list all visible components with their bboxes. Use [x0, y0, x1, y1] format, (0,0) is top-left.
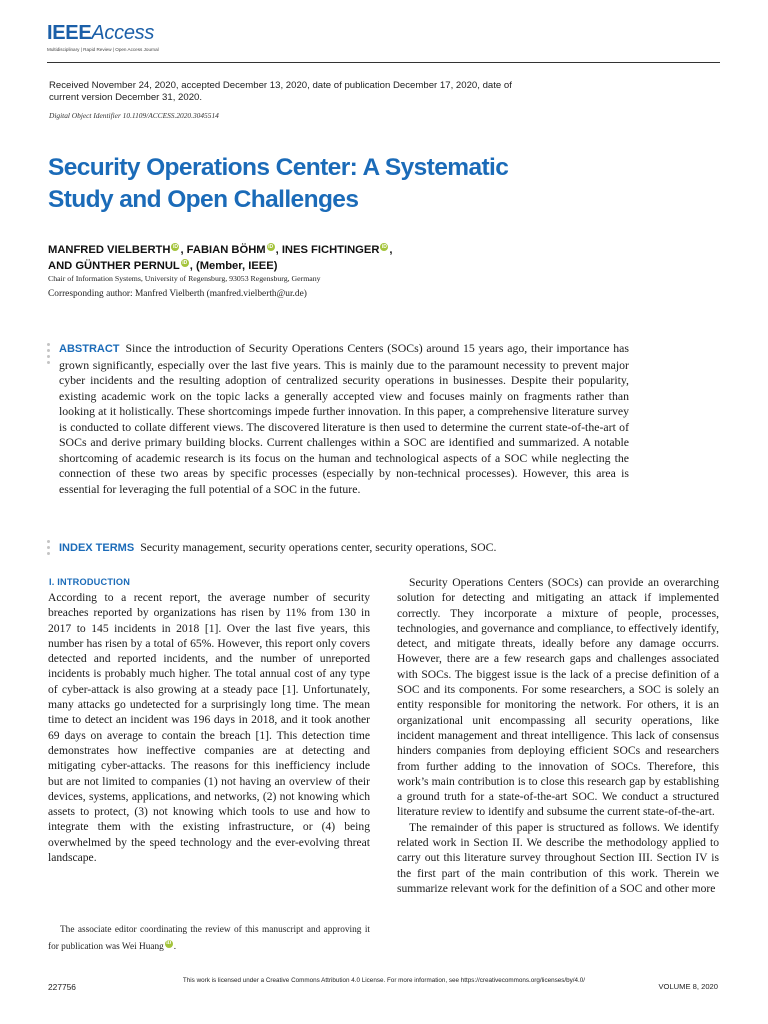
column-left [48, 590, 370, 865]
title-line-2: Study and Open Challenges [48, 186, 359, 213]
abstract [59, 341, 629, 497]
journal-logo [47, 22, 159, 52]
paragraph: The remainder of this paper is structured as follows. We identify related work in Section II. We describe the methodology applied to carry out this literature survey throughout Section III. Section IV is the first part of the main contribution of this work. Therein we summarize relevant work for the definition of a SOC and other more [397, 820, 719, 895]
paragraph: Security Operations Centers (SOCs) can provide an overarching solution for detecting and mitigating an attack if implemented correctly. They incorporate a mixture of people, processes, technologies, and governance and compliance, to effectively identify, detect, and mitigate threats, ideally before any damage occurrs. However, there are a few research gaps and challenges associated with SOCs. The biggest issue is the lack of a precise definition of a SOC and its components. For some researchers, a SOC is solely an entity responsible for monitoring the network. For others, it is an organizational unit encompassing all security operations, like incident management and threat intelligence. This lack of consensus hinders companies from deploying efficient SOCs and researchers from further adding to the innovation of SOCs. Therefore, this work’s main contribution is to close this research gap by establishing a ground truth for a state-of-the-art SOC. We conduct a structured literature review to identify and subsume the current state-of-the-art. [397, 576, 719, 819]
index-terms-text: Security management, security operations center, security operations, SOC. [140, 540, 497, 554]
title-line-1: Security Operations Center: A Systematic [48, 154, 509, 181]
orcid-icon[interactable]: iD [381, 244, 387, 250]
editor-footnote [48, 922, 370, 956]
license-notice[interactable]: This work is licensed under a Creative Commons Attribution 4.0 License. For more information, see https://creativecommons.org/licenses/by/4.0/ [182, 977, 586, 984]
corresponding-author: Corresponding author: Manfred Vielberth (manfred.vielberth@ur.de) [48, 289, 307, 299]
index-terms [59, 540, 659, 556]
column-right [397, 575, 719, 896]
author-2: , FABIAN BÖHM [180, 244, 266, 256]
author-4: AND GÜNTHER PERNUL [48, 260, 180, 272]
affiliation: Chair of Information Systems, University of Regensburg, 93053 Regensburg, Germany [48, 274, 321, 283]
volume-label: VOLUME 8, 2020 [658, 982, 718, 991]
abstract-dots-icon [47, 343, 51, 367]
author-3-comma: , [389, 244, 393, 256]
orcid-icon[interactable]: iD [172, 244, 178, 250]
paper-title [48, 152, 568, 216]
orcid-icon[interactable]: iD [166, 941, 172, 946]
index-terms-dots-icon [47, 540, 51, 558]
abstract-label: ABSTRACT [59, 343, 120, 355]
orcid-icon[interactable]: iD [182, 260, 188, 266]
header-rule [47, 62, 720, 63]
footnote-text: The associate editor coordinating the review of this manuscript and approving it for publication was Wei Huang [48, 925, 370, 952]
author-list [48, 242, 468, 274]
orcid-icon[interactable]: iD [268, 244, 274, 250]
page-number: 227756 [48, 982, 76, 992]
received-dates: Received November 24, 2020, accepted December 13, 2020, date of publication December 17, 2020, date of current version December 31, 2020. [49, 80, 512, 103]
paragraph: According to a recent report, the average number of security breaches reported by organizations has risen by 11% from 130 in 2017 to 145 incidents in 2018 [1]. Over the last five years, this number has risen by a total of 65%. However, this report only covers detected and reported incidents, and the number of unreported incidents is probably much higher. The total annual cost of any type of cyber-attack is also growing at a steady pace [1]. Unfortunately, many attacks go undetected for a surprisingly long time. The mean time to detect an incident was 196 days in 2018, and it took another 69 days on average to contain the breach [1]. This detection time demonstrates how ineffective companies are at detecting and mitigating cyber-attacks. The reasons for this inefficiency include but are not limited to companies (1) not having an overview of their devices, systems, applications, and networks, (2) not knowing which assets to protect, (3) not knowing which tools to use and how to integrate them with the existing infrastructure, or (4) being overwhelmed by the speed technology and the ever-evolving threat landscape. [48, 591, 370, 865]
abstract-text: Since the introduction of Security Operations Centers (SOCs) around 15 years ago, their importance has grown significantly, especially over the last five years. This is mainly due to the paramount necessity to prevent major cyber incidents and the resulting adoption of centralized security operations in businesses. Despite their popularity, existing academic work on the topic lacks a generally accepted view and focuses mainly on fragments rather than looking at it holistically. These shortcomings impede further innovation. In this paper, a comprehensive literature survey is conducted to collate different views. The discovered literature is then used to determine the current state-of-the-art of SOCs and derive primary building blocks. Current challenges within a SOC are identified and summarized. A notable shortcoming of academic research is its focus on the human and technological aspects of a SOC while neglecting the connection of these two areas by specific processes (especially by non-technical processes). However, this area is essential for leveraging the full potential of a SOC in the future. [59, 341, 629, 496]
logo-ieee: IEEE [47, 22, 92, 44]
journal-tagline: Multidisciplinary | Rapid Review | Open Access Journal [47, 47, 159, 52]
author-1: MANFRED VIELBERTH [48, 244, 171, 256]
author-4-membership: , (Member, IEEE) [189, 260, 278, 272]
footnote-end: . [173, 942, 177, 952]
logo-wordmark [47, 22, 159, 44]
index-terms-label: INDEX TERMS [59, 542, 135, 554]
author-3: , INES FICHTINGER [275, 244, 380, 256]
section-heading-introduction: I. INTRODUCTION [49, 577, 131, 587]
logo-access: Access [91, 22, 155, 44]
doi[interactable]: Digital Object Identifier 10.1109/ACCESS.2020.3045514 [49, 111, 219, 120]
